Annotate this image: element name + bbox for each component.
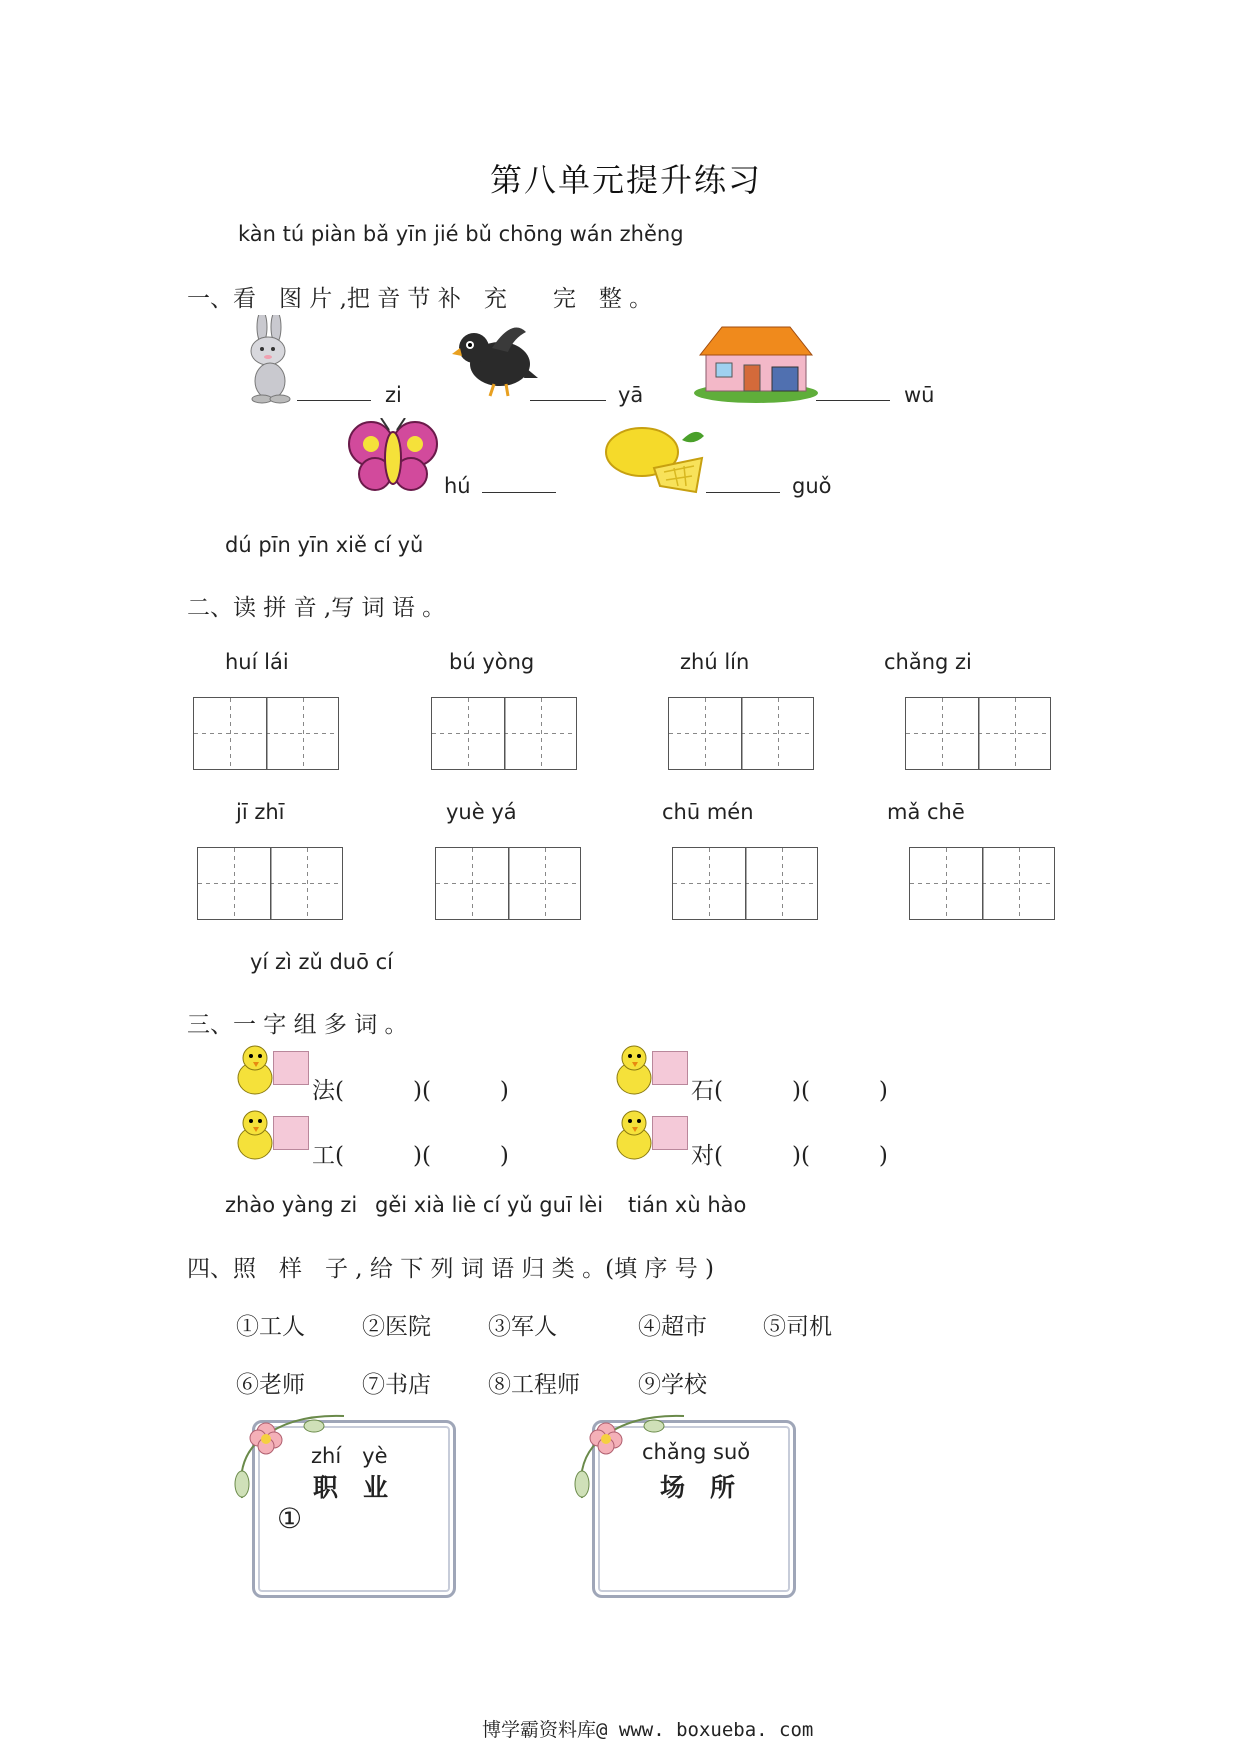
option-item: ①工人: [236, 1314, 305, 1340]
answer-blank[interactable]: [482, 470, 556, 493]
pink-box: [652, 1116, 688, 1150]
butterfly-picture: [347, 418, 439, 494]
option-item: ⑥老师: [236, 1372, 305, 1398]
section1-pinyin: kàn tú piàn bǎ yīn jié bǔ chōng wán zhěng: [238, 222, 684, 246]
word-pinyin: bú yòng: [449, 650, 535, 674]
chick-icon: [235, 1107, 275, 1161]
house-suffix: wū: [904, 383, 935, 407]
answer-blank[interactable]: [816, 378, 890, 401]
option-item: ③军人: [488, 1314, 557, 1340]
char-item: 石( )( ): [691, 1078, 888, 1104]
chick-icon: [614, 1107, 654, 1161]
option-item: ⑤司机: [763, 1314, 832, 1340]
word-pinyin: chǎng zi: [884, 650, 972, 674]
writing-grid[interactable]: [909, 847, 1055, 920]
section3-heading: 三、一 字 组 多 词 。: [187, 1012, 408, 1038]
mango-picture: [604, 422, 706, 494]
chick-icon: [614, 1042, 654, 1096]
category-label: 职 业: [313, 1473, 389, 1502]
section4-pinyin-3: tián xù hào: [628, 1193, 747, 1217]
answer-blank[interactable]: [530, 378, 606, 401]
char-item: 法( )( ): [312, 1078, 509, 1104]
section4-heading: 四、照 样 子 , 给 下 列 词 语 归 类 。(填 序 号 ): [187, 1256, 714, 1282]
word-pinyin: huí lái: [225, 650, 289, 674]
butterfly-prefix: hú: [444, 474, 471, 498]
writing-grid[interactable]: [431, 697, 577, 770]
pink-box: [273, 1051, 309, 1085]
writing-grid[interactable]: [672, 847, 818, 920]
option-item: ②医院: [362, 1314, 431, 1340]
rabbit-suffix: zi: [385, 383, 402, 407]
house-picture: [692, 325, 820, 403]
pink-box: [652, 1051, 688, 1085]
writing-grid[interactable]: [193, 697, 339, 770]
section3-pinyin: yí zì zǔ duō cí: [250, 950, 394, 974]
category-pinyin: zhí yè: [311, 1444, 388, 1468]
section1-heading: 一、看 图 片 ,把 音 节 补 充 完 整 。: [187, 286, 653, 312]
word-pinyin: yuè yá: [446, 800, 517, 824]
char-item: 对( )( ): [691, 1143, 888, 1169]
page-title: 第八单元提升练习: [490, 161, 763, 199]
category-example: ①: [277, 1502, 303, 1535]
crow-suffix: yā: [618, 383, 644, 407]
rabbit-picture: [240, 315, 300, 405]
word-pinyin: chū mén: [662, 800, 754, 824]
crow-picture: [452, 318, 538, 398]
word-pinyin: mǎ chē: [887, 800, 965, 824]
writing-grid[interactable]: [905, 697, 1051, 770]
option-item: ④超市: [638, 1314, 707, 1340]
section4-pinyin-1: zhào yàng zi: [225, 1193, 358, 1217]
section2-pinyin: dú pīn yīn xiě cí yǔ: [225, 533, 424, 557]
writing-grid[interactable]: [435, 847, 581, 920]
word-pinyin: jī zhī: [236, 800, 285, 824]
writing-grid[interactable]: [668, 697, 814, 770]
word-pinyin: zhú lín: [680, 650, 750, 674]
mango-suffix: guǒ: [792, 474, 832, 498]
pink-box: [273, 1116, 309, 1150]
char-item: 工( )( ): [312, 1143, 509, 1169]
answer-blank[interactable]: [297, 378, 371, 401]
chick-icon: [235, 1042, 275, 1096]
writing-grid[interactable]: [197, 847, 343, 920]
category-label: 场 所: [660, 1473, 736, 1502]
section2-heading: 二、读 拼 音 ,写 词 语 。: [187, 595, 446, 621]
option-item: ⑨学校: [638, 1372, 707, 1398]
section4-pinyin-2: gěi xià liè cí yǔ guī lèi: [375, 1193, 604, 1217]
answer-blank[interactable]: [706, 470, 780, 493]
option-item: ⑧工程师: [488, 1372, 580, 1398]
footer-watermark: 博学霸资料库@ www. boxueba. com: [482, 1719, 814, 1741]
category-pinyin: chǎng suǒ: [642, 1440, 751, 1464]
option-item: ⑦书店: [362, 1372, 431, 1398]
